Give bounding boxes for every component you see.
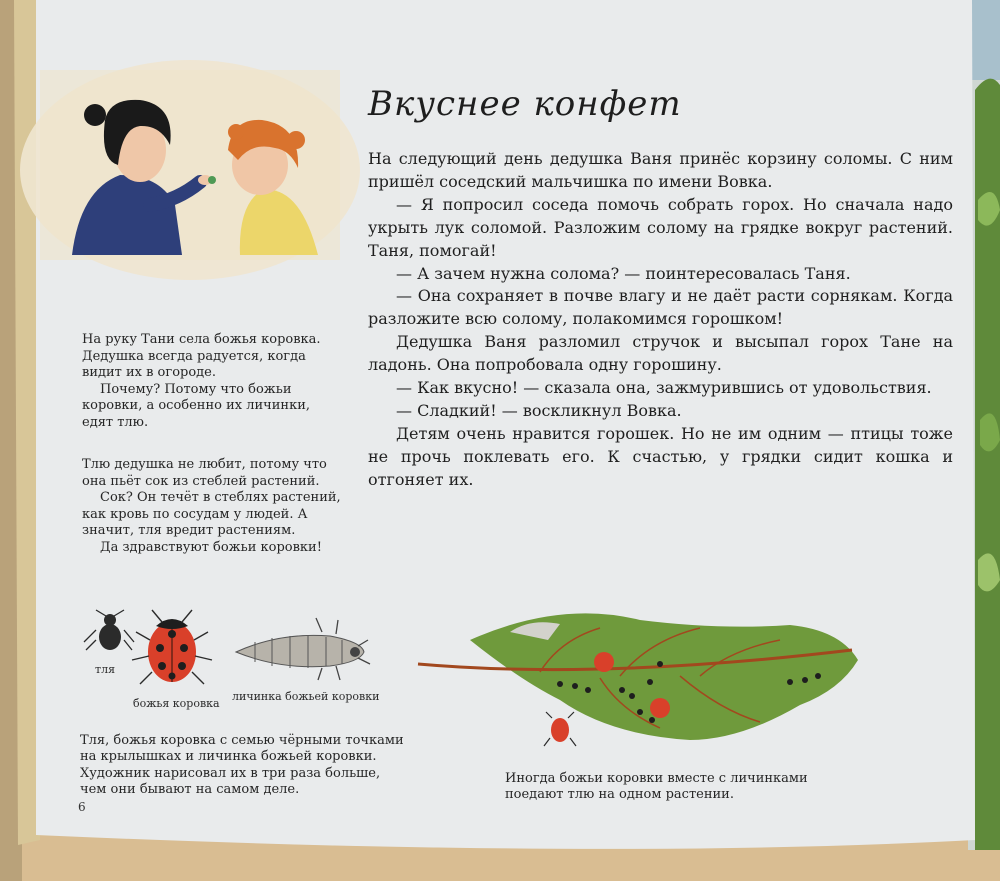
larva-label: личинка божьей коровки bbox=[232, 690, 380, 703]
sidebar-paragraph: Почему? Потому что божьи коровки, а особенно их личинки, едят тлю. bbox=[82, 381, 310, 430]
main-story-text bbox=[368, 148, 953, 492]
story-paragraph: — Она сохраняет в почве влагу и не даёт расти сорнякам. Когда разложите всю солому, полакомимся горошком! bbox=[368, 286, 953, 329]
caption-text: Тля, божья коровка с семью чёрными точками на крылышках и личинка божьей коровки. Художник нарисовал их в три раза больше, чем они бывают на самом деле. bbox=[80, 733, 404, 798]
page-title: Вкуснее конфет bbox=[368, 84, 682, 124]
aphid-label: тля bbox=[95, 663, 116, 676]
sidebar-paragraph: На руку Тани села божья коровка. Дедушка всегда радуется, когда видит их в огороде. bbox=[82, 332, 321, 381]
story-paragraph: — Сладкий! — воскликнул Вовка. bbox=[396, 400, 682, 420]
insects-caption bbox=[80, 733, 410, 799]
sidebar-paragraph: Тлю дедушка не любит, потому что она пьёт сок из стеблей растений. bbox=[82, 457, 327, 489]
sidebar-note-aphid bbox=[82, 457, 342, 557]
sidebar-paragraph: Сок? Он течёт в стеблях растений, как кровь по сосудам у людей. А значит, тля вредит растениям. bbox=[82, 490, 341, 539]
story-paragraph: Дедушка Ваня разломил стручок и высыпал горох Тане на ладонь. Она попробовала одну горошину. bbox=[368, 332, 953, 375]
story-paragraph: На следующий день дедушка Ваня принёс корзину соломы. С ним пришёл соседский мальчишка по имени Вовка. bbox=[368, 149, 953, 191]
page-number: 6 bbox=[78, 800, 86, 814]
story-paragraph: — Как вкусно! — сказала она, зажмурившись от удовольствия. bbox=[396, 378, 932, 398]
ladybird-label: божья коровка bbox=[133, 697, 220, 710]
leaf-caption bbox=[505, 771, 835, 804]
story-paragraph: — А зачем нужна солома? — поинтересовалась Таня. bbox=[396, 263, 851, 283]
story-paragraph: Детям очень нравится горошек. Но не им одним — птицы тоже не прочь поклевать его. К счастью, у грядки сидит кошка и отгоняет их. bbox=[368, 423, 953, 489]
sidebar-paragraph: Да здравствуют божьи коровки! bbox=[100, 539, 322, 555]
caption-text: Иногда божьи коровки вместе с личинками поедают тлю на одном растении. bbox=[505, 771, 808, 803]
sidebar-note-ladybird bbox=[82, 332, 342, 432]
story-paragraph: — Я попросил соседа помочь собрать горох. Но сначала надо укрыть лук соломой. Разложим солому на грядке вокруг растений. Таня, помогай! bbox=[368, 194, 953, 260]
